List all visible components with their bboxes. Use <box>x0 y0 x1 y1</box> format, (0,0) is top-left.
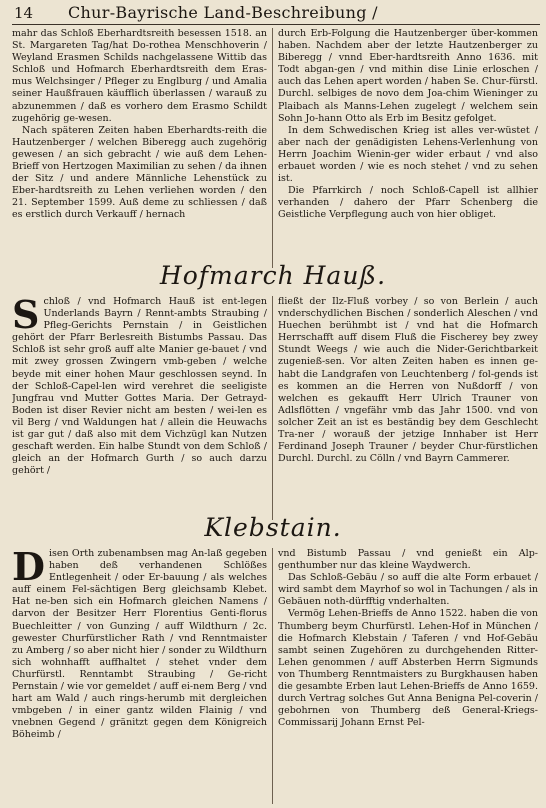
running-title: Chur-Bayrische Land-Beschreibung / <box>68 3 378 22</box>
section3-right-column <box>278 548 538 804</box>
paragraph: isen Orth zubenambsen mag An-laß gegeben haben deß verhandenen Schlößes Entlegenheit / oder Er-bauung / als welches auff einem Fel-sächtigen Berg gleichsamb Klebet. Hat ne-ben sich ein Hofmarch gleichen Namens / darvon der Besitzer Herr Florentius Genti-florus Buechleitter / von Gunzing / auff Wildthurn / 2c. gewester Churfürstlicher Rath / vnd Renntmaister zu Amberg / so aber nicht hier / sonder zu Wildthurn sich wohnhafft auffhaltet / stehet vnder dem Churfürstl. Renntambt Straubing / Ge-richt Pernstain / wie vor gemeldet / auff ei-nem Berg / vnd hart am Wald / auch rings-herumb mit dergleichen vmbgeben / in einer gantz wilden Flainig / vnd vnebnen Gegend / gränitzt gegen dem Königreich Böheimb / <box>12 548 267 741</box>
section-heading-klebstain: Klebstain. <box>204 513 342 542</box>
paragraph: Vermög Lehen-Brieffs de Anno 1522. haben die von Thumberg beym Churfürstl. Lehen-Hof in München / die Hofmarch Klebstain / Taferen / vnd Hof-Gebäu sambt seinen Zugehören zu durchgehenden Ritter-Lehen genommen / auff Absterben Herrn Sigmunds von Thumberg Renntmaisters zu Burgkhausen haben die gesambte Erben laut Lehen-Brieffs de Anno 1659. durch Vertrag solches Gut Anna Benigna Pel-coverin / gebohrnen von Thumberg deß General-Kriegs-Commissarij Johann Ernst Pel- <box>278 608 538 729</box>
paragraph: durch Erb-Folgung die Hautzenberger über-kommen haben. Nachdem aber der letzte Hautzenberger zu Biberegg / vnnd Eber-hardtsreith Anno 1636. mit Todt abgan-gen / vnd mithin dise Linie erloschen / auch das Lehen apert worden / haben Se. Chur-fürstl. Durchl. selbiges de novo dem Joa-chim Wieninger zu Plaibach als Manns-Lehen zugelegt / welchem sein Sohn Jo-hann Otto als Erb im Besitz gefolget. <box>278 28 538 124</box>
page-number: 14 <box>14 4 34 22</box>
page-header <box>12 2 540 25</box>
drop-cap: D <box>12 548 45 589</box>
paragraph: In dem Schwedischen Krieg ist alles ver-wüstet / aber nach der genädigisten Lehens-Verlenhung von Herrn Joachim Wienin-ger wider erbaut / vnd also erbauet worden / wie es noch stehet / vnd zu sehen ist. <box>278 124 538 185</box>
column-divider <box>272 296 273 520</box>
section2-left-column <box>12 296 267 520</box>
section1-left-column <box>12 28 267 268</box>
section3-left-column <box>12 548 267 804</box>
paragraph: Nach späteren Zeiten haben Eberhardts-reith die Hautzenberger / welchen Biberegg auch zugehörig gewesen / an sich gebracht / wie auß dem Lehen-Brieff von Hertzogen Maximilian zu sehen / da ihnen der Sitz / und andere Männliche Lehenstück zu Eber-hardtsreith zu Lehen verliehen worden / den 21. September 1599. Auß deme zu schliessen / daß es erstlich durch Verkauff / hernach <box>12 124 267 221</box>
section2-right-column <box>278 296 538 520</box>
section-heading-hofmarch: Hofmarch Hauß. <box>159 261 387 290</box>
column-divider <box>272 548 273 804</box>
paragraph: chloß / vnd Hofmarch Hauß ist ent-legen Underlands Bayrn / Rennt-ambts Straubing / Pfleg-Gerichts Pernstain / in Geistlichen gehört der Pfarr Berlesreith Bistumbs Passau. Das Schloß ist sehr groß auff alte Manier ge-bauet / vnd mit zwey grossen Zwingern vmb-geben / welche beyde mit einer hohen Maur geschlossen seynd. In der Schloß-Capel-len wird verehret die seeligiste Jungfrau vnd Mutter Gottes Maria. Der Getrayd-Boden ist diser Revier nicht am besten / wei-len es vil Berg / vnd Waldungen hat / allein die Heuwachs ist gar gut / daß also mit dem Vichzügl kan Nutzen geschaft werden. Ein halbe Stundt von dem Schloß / gleich an der Hofmarch Gurth / so auch darzu gehört / <box>12 296 267 477</box>
column-divider <box>272 28 273 268</box>
paragraph: Die Pfarrkirch / noch Schloß-Capell ist allhier verhanden / dahero der Pfarr Schenberg die Geistliche Verpflegung auch von hier obliget. <box>278 185 538 221</box>
drop-cap: S <box>12 296 40 337</box>
paragraph: fließt der Ilz-Fluß vorbey / so von Berlein / auch vnderschydlichen Bischen / sonderlich Aleschen / vnd Huechen berühmbt ist / vnd hat die Hofmarch Herrschafft auff disem Fluß die Fischerey bey zwey Stundt Weegs / wie auch die Nider-Gerichtbarkeit zugenieß-sen. Vor alten Zeiten haben es innen ge-habt die Landgrafen von Leuchtenberg / fol-gends ist es kommen an die Herren von Nußdorff / von welchen es gekaufft Herr Ulrich Trauner von Adlsflötten / vngefähr vmb das Jahr 1500. vnd von solcher Zeit an ist es beständig bey dem Geschlecht Tra-ner / worauß der jetzige Innhaber ist Herr Ferdinand Joseph Trauner / beyder Chur-fürstlichen Durchl. Durchl. zu Cölln / vnd Bayrn Cammerer. <box>278 296 538 465</box>
section1-right-column <box>278 28 538 268</box>
paragraph: Das Schloß-Gebäu / so auff die alte Form erbauet / wird sambt dem Mayrhof so wol in Tachungen / als in Gebäuen noth-dürfftig vnderhalten. <box>278 572 538 608</box>
paragraph: mahr das Schloß Eberhardtsreith besessen 1518. an St. Margareten Tag/hat Do-rothea Menschhoverin / Weyland Erasmen Schilds nachgelassene Wittib das Schloß und Hofmarch Eberhardtsreith dem Eras-mus Welchsinger / Pfleger zu Englburg / und Amalia seiner Haußfrauen käufflich überlassen / warauß zu abzunemmen / daß es vorhero dem Erasmo Schildt zugehörig ge-wesen. <box>12 28 267 124</box>
paragraph: vnd Bistumb Passau / vnd genießt ein Alp-genthumber nur das kleine Waydwerch. <box>278 548 538 572</box>
